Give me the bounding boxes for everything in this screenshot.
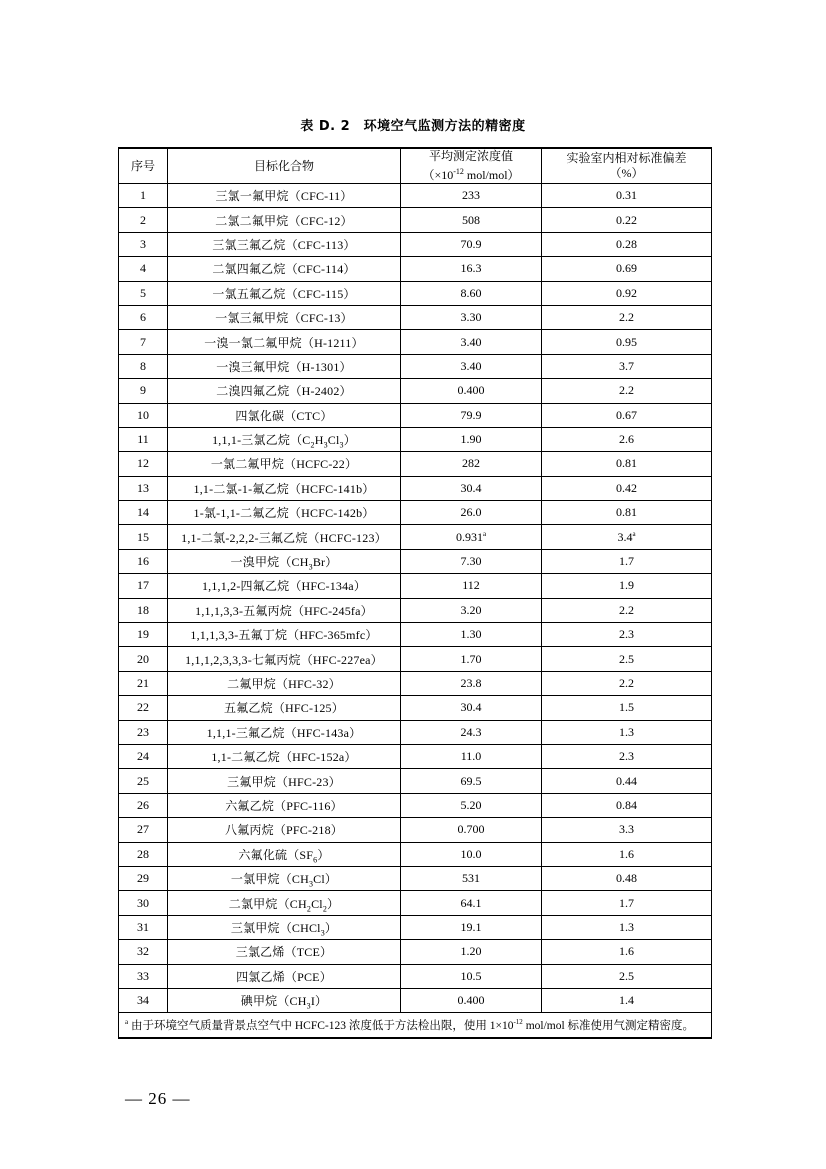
compound-name: 二氯二氟甲烷（CFC-12） xyxy=(168,208,401,232)
table-row xyxy=(119,257,712,281)
relative-std-dev: 1.6 xyxy=(542,940,712,964)
table-row xyxy=(119,598,712,622)
row-number: 3 xyxy=(119,232,168,256)
row-number: 34 xyxy=(119,988,168,1012)
compound-name: 三氟甲烷（HFC-23） xyxy=(168,769,401,793)
compound-name: 1,1,1,2,3,3,3-七氟丙烷（HFC-227ea） xyxy=(168,647,401,671)
row-number: 8 xyxy=(119,354,168,378)
compound-name: 二氯四氟乙烷（CFC-114） xyxy=(168,257,401,281)
table-row xyxy=(119,330,712,354)
header-rsd xyxy=(542,148,712,184)
compound-name: 1,1-二氟乙烷（HFC-152a） xyxy=(168,744,401,768)
table-row xyxy=(119,452,712,476)
compound-name: 六氟化硫$(SF_6)$ xyxy=(168,842,401,866)
table-row xyxy=(119,184,712,208)
relative-std-dev: 2.2 xyxy=(542,671,712,695)
table-row xyxy=(119,427,712,451)
compound-name: 1,1,1-三氟乙烷（HFC-143a） xyxy=(168,720,401,744)
mean-concentration: 69.5 xyxy=(401,769,542,793)
table-row xyxy=(119,623,712,647)
relative-std-dev: 1.3 xyxy=(542,720,712,744)
table-row xyxy=(119,988,712,1012)
compound-name: 一氯甲烷$(CH_3Cl)$ xyxy=(168,866,401,890)
compound-name: 一溴一氯二氟甲烷（H-1211） xyxy=(168,330,401,354)
compound-name: 三氯甲烷（CHCl$_3$） xyxy=(168,915,401,939)
relative-std-dev: 0.95 xyxy=(542,330,712,354)
table-row xyxy=(119,915,712,939)
mean-concentration: 531 xyxy=(401,866,542,890)
table-row xyxy=(119,720,712,744)
compound-name: 1,1-二氯-1-氟乙烷（HCFC-141b） xyxy=(168,476,401,500)
mean-concentration: 3.20 xyxy=(401,598,542,622)
table-row xyxy=(119,891,712,915)
relative-std-dev: 0.44 xyxy=(542,769,712,793)
table-row xyxy=(119,403,712,427)
mean-concentration: 1.70 xyxy=(401,647,542,671)
mean-concentration: 79.9 xyxy=(401,403,542,427)
mean-concentration: 24.3 xyxy=(401,720,542,744)
row-number: 14 xyxy=(119,501,168,525)
mean-concentration: 16.3 xyxy=(401,257,542,281)
row-number: 17 xyxy=(119,574,168,598)
table-row xyxy=(119,476,712,500)
relative-std-dev: 0.81 xyxy=(542,452,712,476)
table-row xyxy=(119,574,712,598)
row-number: 28 xyxy=(119,842,168,866)
compound-name: 二氟甲烷（HFC-32） xyxy=(168,671,401,695)
row-number: 19 xyxy=(119,623,168,647)
compound-name: 二氯甲烷$(CH_2Cl_2)$ xyxy=(168,891,401,915)
relative-std-dev: 3.4$^a$ xyxy=(542,525,712,549)
table-body xyxy=(119,184,712,1013)
compound-name: 四氯化碳（CTC） xyxy=(168,403,401,427)
relative-std-dev: 1.9 xyxy=(542,574,712,598)
table-row xyxy=(119,842,712,866)
mean-concentration: 1.20 xyxy=(401,940,542,964)
relative-std-dev: 1.3 xyxy=(542,915,712,939)
mean-concentration: 3.40 xyxy=(401,354,542,378)
row-number: 9 xyxy=(119,379,168,403)
mean-concentration: 508 xyxy=(401,208,542,232)
compound-name: 1-氯-1,1-二氟乙烷（HCFC-142b） xyxy=(168,501,401,525)
table-row xyxy=(119,549,712,573)
mean-concentration: 30.4 xyxy=(401,476,542,500)
table-row xyxy=(119,208,712,232)
row-number: 33 xyxy=(119,964,168,988)
row-number: 21 xyxy=(119,671,168,695)
table-row xyxy=(119,818,712,842)
compound-name: 三氯乙烯（TCE） xyxy=(168,940,401,964)
mean-concentration: 7.30 xyxy=(401,549,542,573)
compound-name: 一氯三氟甲烷（CFC-13） xyxy=(168,305,401,329)
mean-concentration: 233 xyxy=(401,184,542,208)
compound-name: 一氯二氟甲烷（HCFC-22） xyxy=(168,452,401,476)
row-number: 29 xyxy=(119,866,168,890)
table-row xyxy=(119,379,712,403)
mean-concentration: 23.8 xyxy=(401,671,542,695)
table-row xyxy=(119,671,712,695)
compound-name: 一氯五氟乙烷（CFC-115） xyxy=(168,281,401,305)
relative-std-dev: 0.28 xyxy=(542,232,712,256)
row-number: 11 xyxy=(119,427,168,451)
relative-std-dev: 0.42 xyxy=(542,476,712,500)
mean-concentration: 0.400 xyxy=(401,988,542,1012)
table-row xyxy=(119,964,712,988)
compound-name: 一溴三氟甲烷（H-1301） xyxy=(168,354,401,378)
row-number: 13 xyxy=(119,476,168,500)
table-row xyxy=(119,281,712,305)
table-row xyxy=(119,793,712,817)
mean-concentration: 3.30 xyxy=(401,305,542,329)
relative-std-dev: 2.2 xyxy=(542,598,712,622)
row-number: 32 xyxy=(119,940,168,964)
relative-std-dev: 0.84 xyxy=(542,793,712,817)
mean-concentration: 10.5 xyxy=(401,964,542,988)
row-number: 27 xyxy=(119,818,168,842)
row-number: 10 xyxy=(119,403,168,427)
compound-name: 碘甲烷$(CH_3I)$ xyxy=(168,988,401,1012)
compound-name: 1,1,1,3,3-五氟丁烷（HFC-365mfc） xyxy=(168,623,401,647)
table-row xyxy=(119,744,712,768)
relative-std-dev: 2.5 xyxy=(542,964,712,988)
mean-concentration: 19.1 xyxy=(401,915,542,939)
compound-name: 六氟乙烷（PFC-116） xyxy=(168,793,401,817)
header-rsd-unit: （%） xyxy=(609,166,644,180)
row-number: 20 xyxy=(119,647,168,671)
compound-name: 一溴甲烷$(CH_3Br)$ xyxy=(168,549,401,573)
header-concentration xyxy=(401,148,542,184)
row-number: 5 xyxy=(119,281,168,305)
table-row xyxy=(119,696,712,720)
table-row xyxy=(119,647,712,671)
relative-std-dev: 2.2 xyxy=(542,379,712,403)
row-number: 6 xyxy=(119,305,168,329)
mean-concentration: 0.400 xyxy=(401,379,542,403)
row-number: 26 xyxy=(119,793,168,817)
mean-concentration: 26.0 xyxy=(401,501,542,525)
compound-name: 三氯一氟甲烷（CFC-11） xyxy=(168,184,401,208)
table-row xyxy=(119,866,712,890)
mean-concentration: 5.20 xyxy=(401,793,542,817)
relative-std-dev: 3.3 xyxy=(542,818,712,842)
mean-concentration: 30.4 xyxy=(401,696,542,720)
relative-std-dev: 0.31 xyxy=(542,184,712,208)
compound-name: 四氯乙烯（PCE） xyxy=(168,964,401,988)
mean-concentration: 11.0 xyxy=(401,744,542,768)
compound-name: 八氟丙烷（PFC-218） xyxy=(168,818,401,842)
header-concentration-label: 平均测定浓度值 xyxy=(428,149,513,163)
table-row xyxy=(119,940,712,964)
row-number: 22 xyxy=(119,696,168,720)
compound-name: 二溴四氟乙烷（H-2402） xyxy=(168,379,401,403)
compound-name: 三氯三氟乙烷（CFC-113） xyxy=(168,232,401,256)
table-row xyxy=(119,769,712,793)
compound-name: 五氟乙烷（HFC-125） xyxy=(168,696,401,720)
row-number: 1 xyxy=(119,184,168,208)
header-concentration-unit: （$\times 10^{-12}$ mol/mol） xyxy=(422,167,520,182)
precision-table xyxy=(118,147,712,1039)
relative-std-dev: 1.7 xyxy=(542,891,712,915)
mean-concentration: 70.9 xyxy=(401,232,542,256)
relative-std-dev: 0.81 xyxy=(542,501,712,525)
table-header-row xyxy=(119,148,712,184)
page-number: — 26 — xyxy=(125,1089,191,1108)
header-no: 序号 xyxy=(119,148,168,184)
relative-std-dev: 0.67 xyxy=(542,403,712,427)
relative-std-dev: 1.5 xyxy=(542,696,712,720)
row-number: 4 xyxy=(119,257,168,281)
mean-concentration: 0.931$^a$ xyxy=(401,525,542,549)
row-number: 16 xyxy=(119,549,168,573)
table-row xyxy=(119,525,712,549)
mean-concentration: 3.40 xyxy=(401,330,542,354)
relative-std-dev: 1.6 xyxy=(542,842,712,866)
row-number: 12 xyxy=(119,452,168,476)
row-number: 18 xyxy=(119,598,168,622)
relative-std-dev: 2.3 xyxy=(542,744,712,768)
header-rsd-label: 实验室内相对标准偏差 xyxy=(566,151,687,165)
row-number: 31 xyxy=(119,915,168,939)
header-compound: 目标化合物 xyxy=(168,148,401,184)
mean-concentration: 0.700 xyxy=(401,818,542,842)
mean-concentration: 282 xyxy=(401,452,542,476)
compound-name: 1,1,1,3,3-五氟丙烷（HFC-245fa） xyxy=(168,598,401,622)
relative-std-dev: 2.3 xyxy=(542,623,712,647)
table-row xyxy=(119,305,712,329)
relative-std-dev: 0.69 xyxy=(542,257,712,281)
note-row xyxy=(119,1013,712,1038)
footnote: $^a$ 由于环境空气质量背景点空气中 HCFC-123 浓度低于方法检出限，使用 $1\times 10^{-12}$ mol/mol 标准使用气测定精密度。 xyxy=(119,1013,712,1038)
mean-concentration: 1.30 xyxy=(401,623,542,647)
relative-std-dev: 2.5 xyxy=(542,647,712,671)
table-row xyxy=(119,354,712,378)
mean-concentration: 64.1 xyxy=(401,891,542,915)
row-number: 30 xyxy=(119,891,168,915)
mean-concentration: 112 xyxy=(401,574,542,598)
row-number: 2 xyxy=(119,208,168,232)
row-number: 23 xyxy=(119,720,168,744)
row-number: 15 xyxy=(119,525,168,549)
relative-std-dev: 1.4 xyxy=(542,988,712,1012)
mean-concentration: 8.60 xyxy=(401,281,542,305)
table-row xyxy=(119,501,712,525)
row-number: 25 xyxy=(119,769,168,793)
table-title: 表 D. 2 环境空气监测方法的精密度 xyxy=(300,119,526,134)
row-number: 24 xyxy=(119,744,168,768)
relative-std-dev: 0.92 xyxy=(542,281,712,305)
relative-std-dev: 2.2 xyxy=(542,305,712,329)
compound-name: 1,1,1-三氯乙烷$(C_2H_3Cl_3)$ xyxy=(168,427,401,451)
mean-concentration: 1.90 xyxy=(401,427,542,451)
relative-std-dev: 3.7 xyxy=(542,354,712,378)
table-row xyxy=(119,232,712,256)
relative-std-dev: 0.48 xyxy=(542,866,712,890)
row-number: 7 xyxy=(119,330,168,354)
compound-name: 1,1,1,2-四氟乙烷（HFC-134a） xyxy=(168,574,401,598)
relative-std-dev: 0.22 xyxy=(542,208,712,232)
relative-std-dev: 1.7 xyxy=(542,549,712,573)
compound-name: 1,1-二氯-2,2,2-三氟乙烷（HCFC-123） xyxy=(168,525,401,549)
relative-std-dev: 2.6 xyxy=(542,427,712,451)
mean-concentration: 10.0 xyxy=(401,842,542,866)
